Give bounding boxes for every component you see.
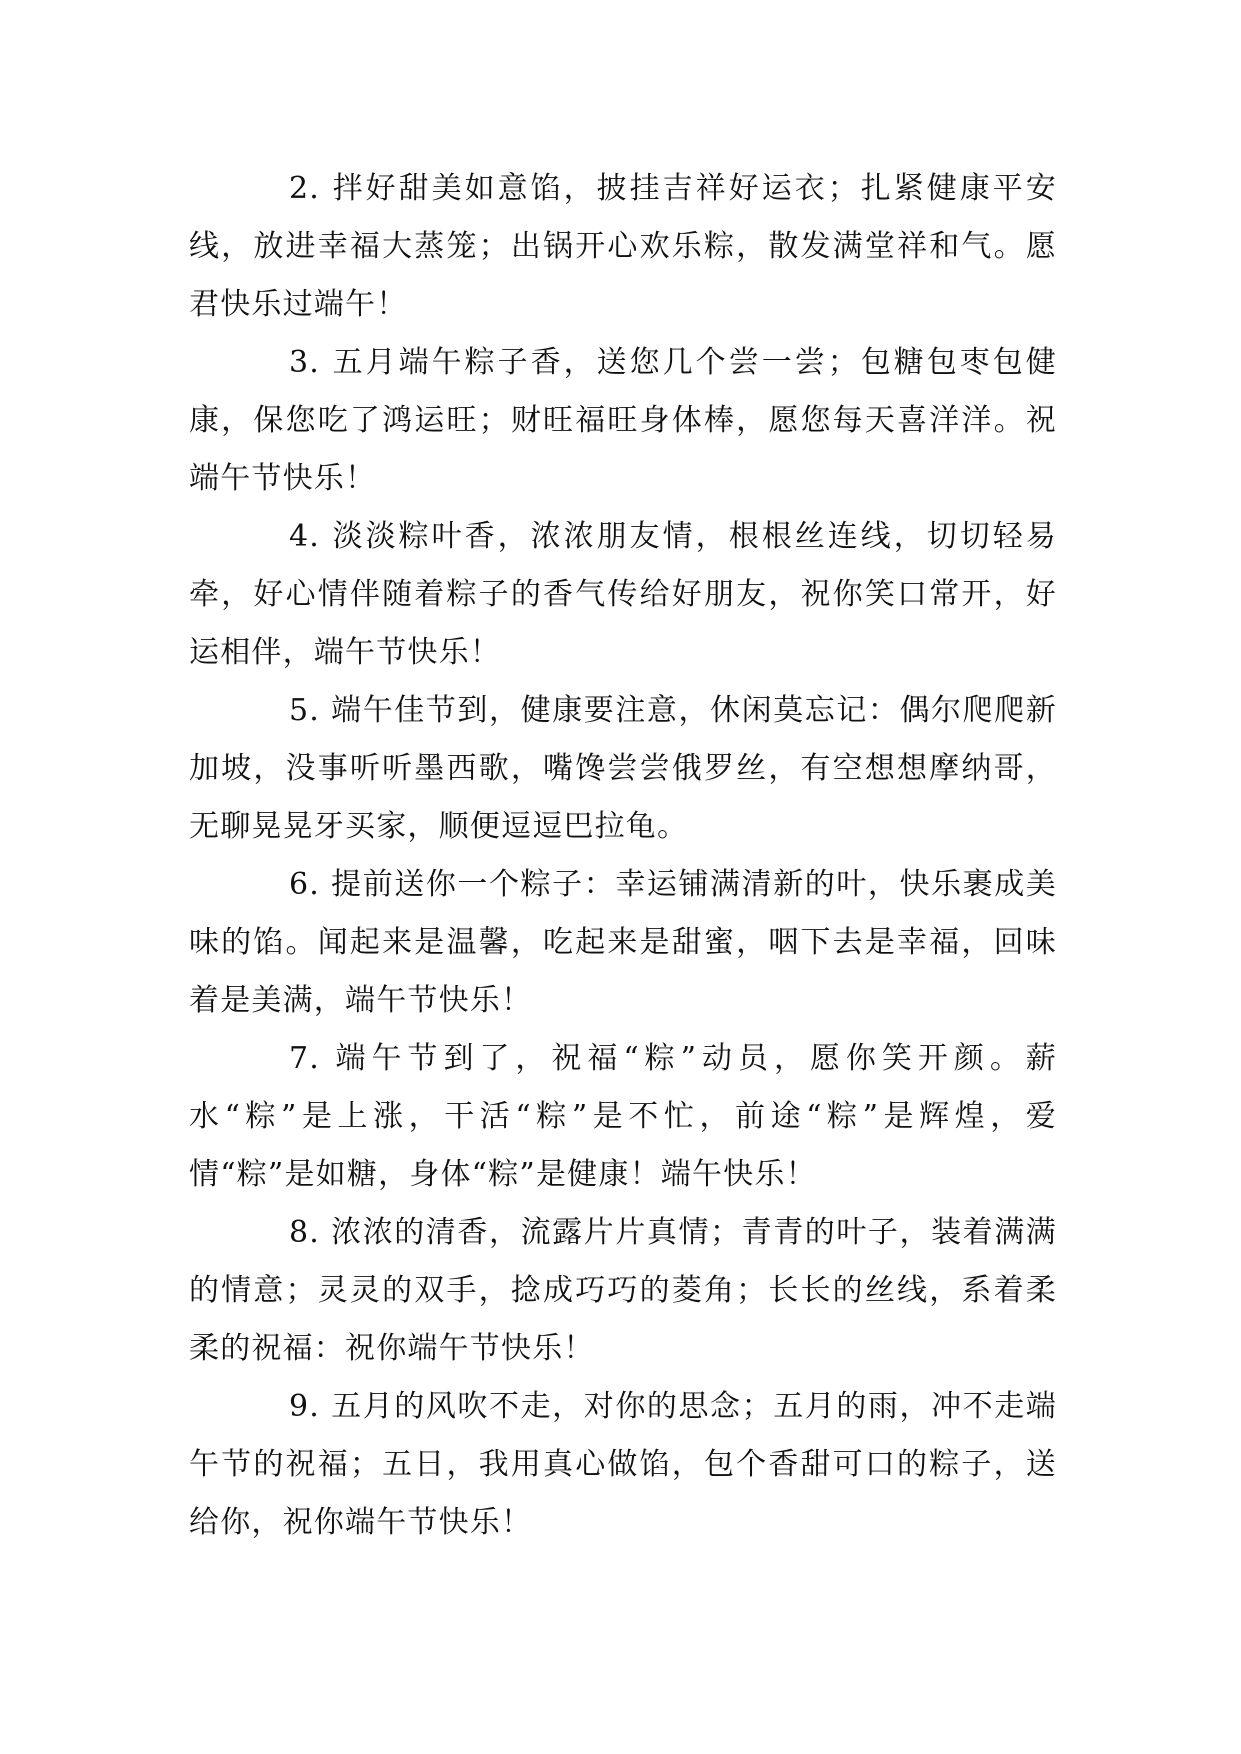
paragraph-6: 6. 提前送你一个粽子：幸运铺满清新的叶，快乐裹成美味的馅。闻起来是温馨，吃起来是甜蜜，咽下去是幸福，回味着是美满，端午节快乐！ (189, 867, 1057, 1018)
paragraph-5: 5. 端午佳节到，健康要注意，休闲莫忘记：偶尔爬爬新加坡，没事听听墨西歌，嘴馋尝尝俄罗丝，有空想想摩纳哥，无聊晃晃牙买家，顺便逗逗巴拉龟。 (189, 693, 1057, 844)
document-body (189, 160, 1057, 1552)
paragraph-7: 7. 端午节到了，祝福“粽”动员，愿你笑开颜。薪水“粽”是上涨，干活“粽”是不忙，前途“粽”是辉煌，爱情“粽”是如糖，身体“粽”是健康！端午快乐！ (189, 1041, 1057, 1192)
paragraph-3: 3. 五月端午粽子香，送您几个尝一尝；包糖包枣包健康，保您吃了鸿运旺；财旺福旺身体棒，愿您每天喜洋洋。祝端午节快乐！ (189, 345, 1057, 496)
paragraph-8: 8. 浓浓的清香，流露片片真情；青青的叶子，装着满满的情意；灵灵的双手，捻成巧巧的菱角；长长的丝线，系着柔柔的祝福：祝你端午节快乐！ (189, 1215, 1057, 1366)
paragraph-2: 2. 拌好甜美如意馅，披挂吉祥好运衣；扎紧健康平安线，放进幸福大蒸笼；出锅开心欢乐粽，散发满堂祥和气。愿君快乐过端午！ (189, 171, 1057, 322)
paragraph-9: 9. 五月的风吹不走，对你的思念；五月的雨，冲不走端午节的祝福；五日，我用真心做馅，包个香甜可口的粽子，送给你，祝你端午节快乐！ (189, 1389, 1057, 1540)
paragraph-4: 4. 淡淡粽叶香，浓浓朋友情，根根丝连线，切切轻易牵，好心情伴随着粽子的香气传给好朋友，祝你笑口常开，好运相伴，端午节快乐！ (189, 519, 1057, 670)
